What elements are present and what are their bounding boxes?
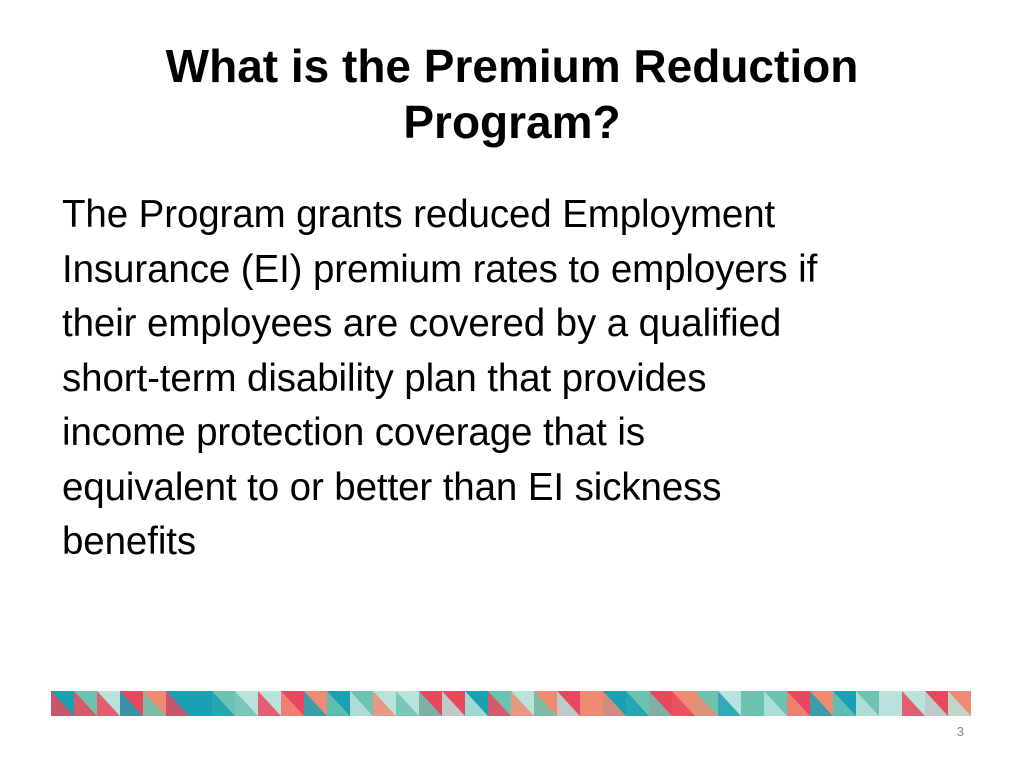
slide-title [60, 38, 964, 150]
body-line: income protection coverage that is [62, 411, 645, 454]
slide-title-line-1: What is the Premium Reduction [165, 40, 859, 92]
body-line: Insurance (EI) premium rates to employers if [62, 247, 818, 291]
body-line: equivalent to or better than EI sickness [62, 465, 722, 509]
body-line: their employees are covered by a qualified [62, 302, 782, 345]
body-line: benefits [62, 520, 197, 563]
page-number: 3 [956, 724, 964, 739]
body-line: The Program grants reduced Employment [62, 193, 776, 236]
body-line: short-term disability plan that provides [62, 356, 707, 400]
body-paragraph [62, 188, 982, 570]
decorative-triangle-band [51, 691, 971, 716]
slide-title-line-2: Program? [403, 96, 621, 148]
